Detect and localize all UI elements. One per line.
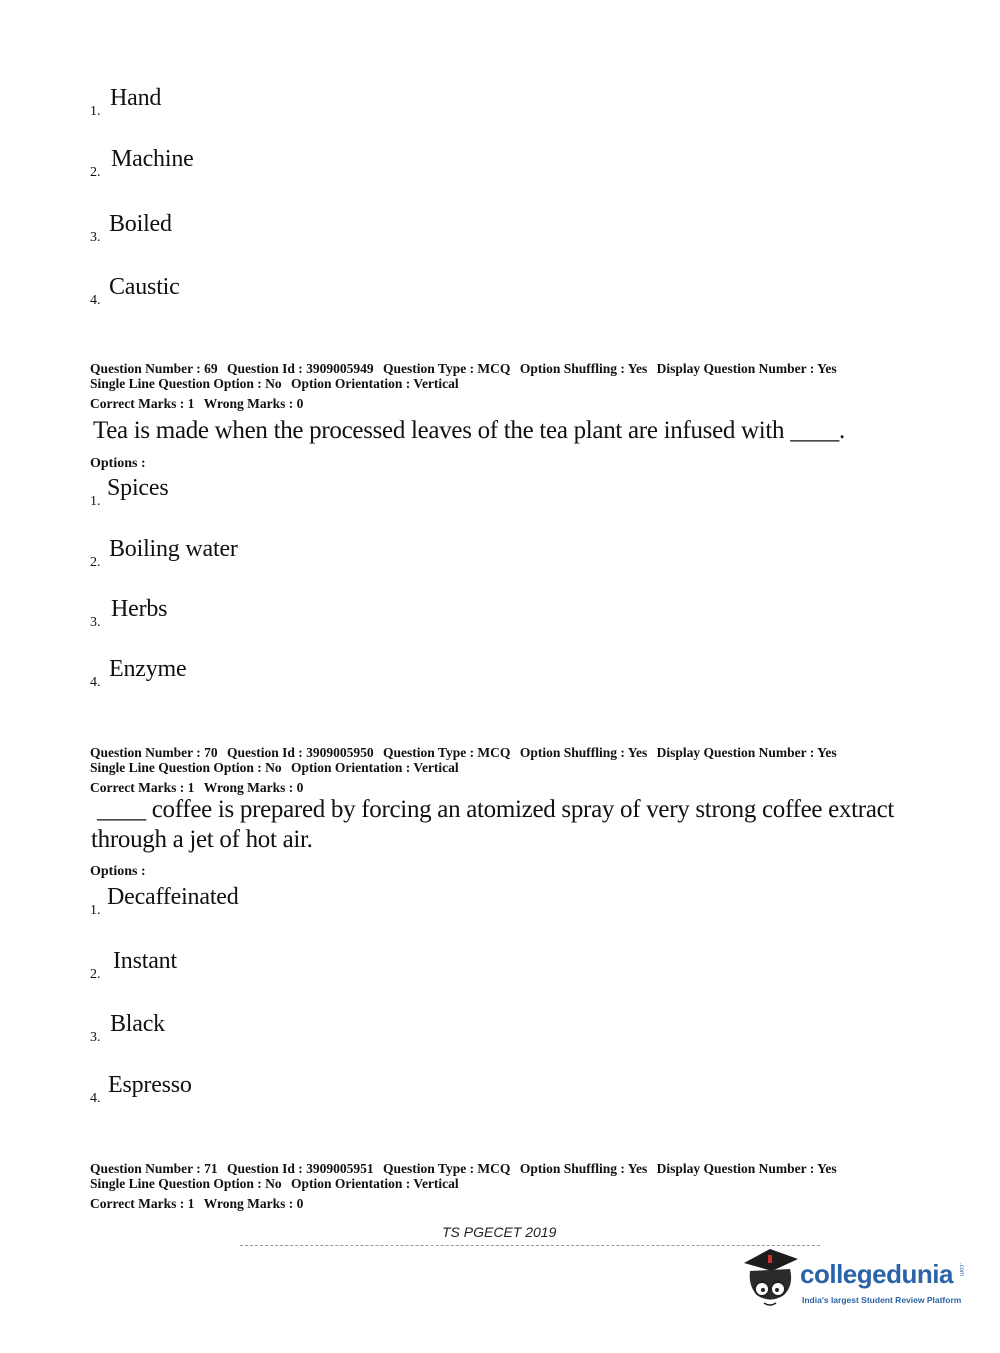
wrong-marks: Wrong Marks : 0 xyxy=(203,1196,304,1211)
question-text-line: ____ coffee is prepared by forcing an atomized spray of very strong coffee extract xyxy=(97,796,895,823)
correct-marks: Correct Marks : 1 xyxy=(90,1196,195,1211)
option-shuffling: Option Shuffling : Yes xyxy=(519,361,648,376)
option-text: Machine xyxy=(111,146,194,172)
option-text: Boiled xyxy=(109,211,172,237)
option-number: 1. xyxy=(90,903,101,918)
footer-exam-title: TS PGECET 2019 xyxy=(442,1224,557,1240)
question-meta-line xyxy=(90,760,459,775)
option-orientation: Option Orientation : Vertical xyxy=(291,1176,459,1191)
display-question-number: Display Question Number : Yes xyxy=(656,745,837,760)
question-type: Question Type : MCQ xyxy=(383,361,511,376)
option-number: 2. xyxy=(90,967,101,982)
question-meta-line xyxy=(90,1176,459,1191)
options-label: Options : xyxy=(90,864,146,879)
option-number: 3. xyxy=(90,1030,101,1045)
option-shuffling: Option Shuffling : Yes xyxy=(519,745,648,760)
question-id: Question Id : 3909005950 xyxy=(227,745,374,760)
option-number: 4. xyxy=(90,293,101,308)
option-text: Boiling water xyxy=(109,536,238,562)
logo-com: .com xyxy=(958,1263,964,1277)
mascot-icon xyxy=(740,1245,802,1311)
option-text: Decaffeinated xyxy=(107,884,239,910)
logo-wordmark: collegedunia xyxy=(800,1259,953,1289)
question-meta-line xyxy=(90,361,837,376)
question-meta-line xyxy=(90,376,459,391)
question-type: Question Type : MCQ xyxy=(383,745,511,760)
option-text: Black xyxy=(110,1011,165,1037)
option-orientation: Option Orientation : Vertical xyxy=(291,760,459,775)
marks-line xyxy=(90,396,303,411)
question-meta-line xyxy=(90,1161,837,1176)
wrong-marks: Wrong Marks : 0 xyxy=(203,780,304,795)
option-number: 2. xyxy=(90,165,101,180)
question-number: Question Number : 71 xyxy=(90,1161,218,1176)
options-label: Options : xyxy=(90,456,146,471)
question-id: Question Id : 3909005949 xyxy=(227,361,374,376)
correct-marks: Correct Marks : 1 xyxy=(90,780,195,795)
display-question-number: Display Question Number : Yes xyxy=(656,1161,837,1176)
option-number: 2. xyxy=(90,555,101,570)
collegedunia-logo xyxy=(740,1245,970,1315)
wrong-marks: Wrong Marks : 0 xyxy=(203,396,304,411)
option-orientation: Option Orientation : Vertical xyxy=(291,376,459,391)
question-id: Question Id : 3909005951 xyxy=(227,1161,374,1176)
option-text: Herbs xyxy=(111,596,168,622)
single-line-option: Single Line Question Option : No xyxy=(90,376,282,391)
logo-tagline: India's largest Student Review Platform xyxy=(802,1295,962,1305)
option-text: Spices xyxy=(107,475,169,501)
question-meta-line xyxy=(90,745,837,760)
option-text: Hand xyxy=(110,85,162,111)
option-number: 3. xyxy=(90,615,101,630)
option-text: Instant xyxy=(113,948,177,974)
option-number: 1. xyxy=(90,104,101,119)
option-text: Enzyme xyxy=(109,656,187,682)
option-text: Espresso xyxy=(108,1072,192,1098)
question-number: Question Number : 69 xyxy=(90,361,218,376)
single-line-option: Single Line Question Option : No xyxy=(90,1176,282,1191)
footer-divider xyxy=(240,1245,820,1246)
question-text: Tea is made when the processed leaves of the tea plant are infused with ____. xyxy=(93,417,845,444)
option-number: 4. xyxy=(90,675,101,690)
option-number: 3. xyxy=(90,230,101,245)
option-text: Caustic xyxy=(109,274,180,300)
question-number: Question Number : 70 xyxy=(90,745,218,760)
question-text-line: through a jet of hot air. xyxy=(91,826,313,853)
marks-line xyxy=(90,1196,303,1211)
display-question-number: Display Question Number : Yes xyxy=(656,361,837,376)
question-type: Question Type : MCQ xyxy=(383,1161,511,1176)
single-line-option: Single Line Question Option : No xyxy=(90,760,282,775)
correct-marks: Correct Marks : 1 xyxy=(90,396,195,411)
option-number: 4. xyxy=(90,1091,101,1106)
marks-line xyxy=(90,780,303,795)
option-number: 1. xyxy=(90,494,101,509)
option-shuffling: Option Shuffling : Yes xyxy=(519,1161,648,1176)
